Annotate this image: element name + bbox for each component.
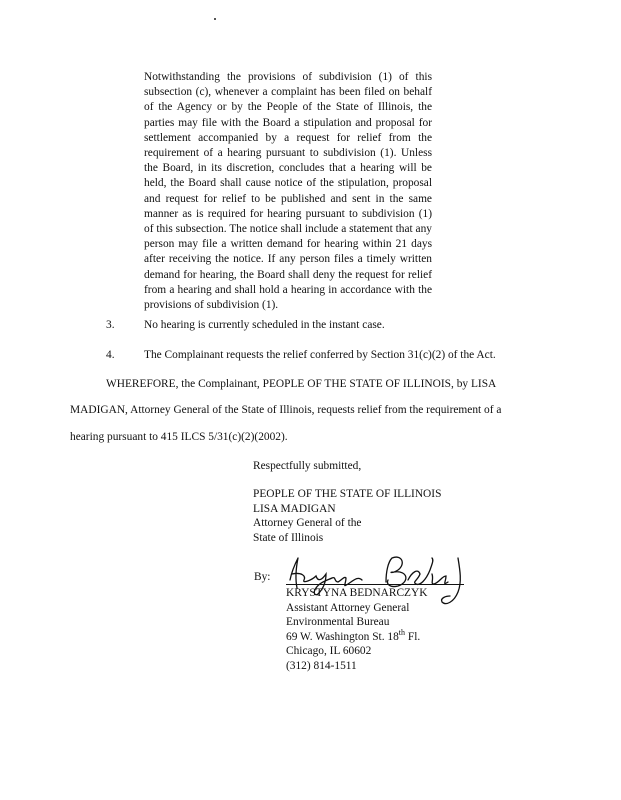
signer-address-city: Chicago, IL 60602 (286, 645, 372, 657)
signer-address-street (286, 627, 427, 645)
numbered-item-4 (0, 348, 621, 364)
floor: Fl. (405, 630, 421, 643)
attorney-general-name: LISA MADIGAN (253, 502, 336, 515)
signer-block (286, 586, 427, 673)
party-name: PEOPLE OF THE STATE OF ILLINOIS (253, 488, 442, 500)
closing: Respectfully submitted, (253, 460, 362, 472)
wherefore-line-2: MADIGAN, Attorney General of the State of Illinois, requests relief from the requirement of a (70, 404, 502, 416)
signer-title: Assistant Attorney General (286, 601, 410, 614)
wherefore-line-3: hearing pursuant to 415 ILCS 5/31(c)(2)(2002). (70, 431, 288, 443)
item-text: No hearing is currently scheduled in the instant case. (144, 319, 385, 331)
item-number: 4. (106, 349, 115, 361)
quoted-statute-paragraph: Notwithstanding the provisions of subdivision (1) of this subsection (c), whenever a complaint has been filed on behalf of the Agency or by the People of the State of Illinois, the parties may file with the Board a stipulation and proposal for settlement accompanied by a request for relief from the requirement of a hearing pursuant to subdivision (1). Unless the Board, in its discretion, concludes that a hearing will be held, the Board shall cause notice of the stipulation, proposal and request for relief to be published and sent in the same manner as is required for hearing pursuant to subdivision (1) of this subsection. The notice shall include a statement that any person may file a written demand for hearing within 21 days after receiving the notice. If any person files a timely written demand for hearing, the Board shall deny the request for relief from a hearing and shall hold a hearing in accordance with the provisions of subdivision (1). (144, 71, 432, 312)
item-text: The Complainant requests the relief conferred by Section 31(c)(2) of the Act. (144, 349, 496, 361)
by-label: By: (254, 571, 271, 583)
wherefore-line-1: WHEREFORE, the Complainant, PEOPLE OF THE STATE OF ILLINOIS, by LISA (106, 378, 497, 390)
attorney-general-title: Attorney General of the (253, 517, 362, 529)
signature-line (286, 584, 464, 585)
attorney-general-state: State of Illinois (253, 531, 324, 544)
signer-bureau: Environmental Bureau (286, 616, 390, 628)
scan-speck (214, 18, 216, 20)
item-number: 3. (106, 319, 115, 331)
signer-phone: (312) 814-1511 (286, 659, 357, 672)
ordinal-suffix: th (398, 627, 406, 637)
signer-name: KRYSTYNA BEDNARCZYK (286, 587, 428, 599)
street: 69 W. Washington St. 18 (286, 630, 399, 643)
party-block (253, 487, 441, 545)
numbered-item-3 (0, 318, 621, 334)
